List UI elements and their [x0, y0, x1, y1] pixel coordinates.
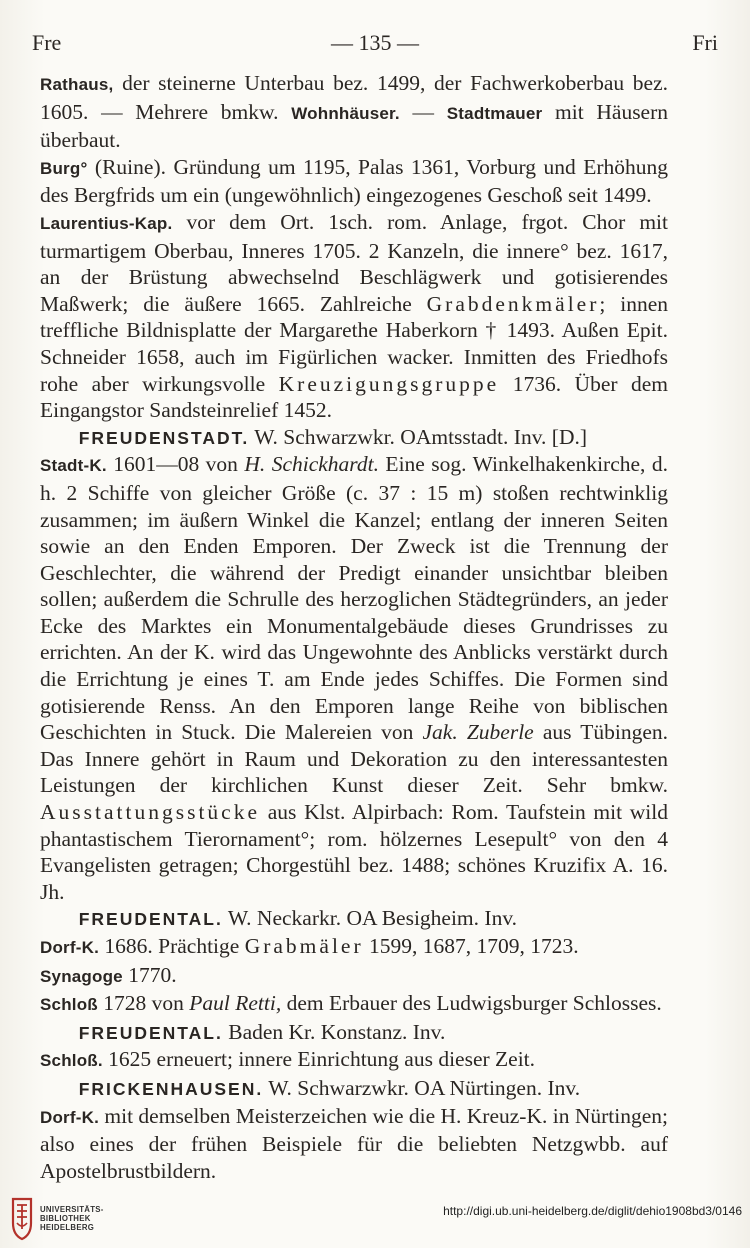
entry-schloss-baden: Schloß. 1625 erneuert; innere Einrichtung aus dieser Zeit. — [40, 1047, 536, 1072]
entry-synagoge: Synagoge 1770. — [40, 962, 177, 987]
artist-name: Jak. Zuberle — [422, 720, 534, 745]
keyword: Laurentius-Kap. — [40, 213, 173, 233]
keyword: Stadtmauer — [446, 103, 543, 123]
keyword: Wohnhäuser. — [291, 103, 400, 123]
library-name: UNIVERSITÄTS- BIBLIOTHEK HEIDELBERG — [40, 1205, 104, 1232]
keyword: Schloß — [40, 995, 98, 1015]
page-number: — 135 — — [331, 30, 419, 55]
place-name: FRICKENHAUSEN. — [78, 1078, 264, 1099]
running-head — [32, 30, 718, 56]
spaced-term: Kreuzigungsgruppe — [278, 371, 500, 396]
entry-burg: Burg° (Ruine). Gründung um 1195, Palas 1361, Vorburg und Erhöhung des Bergfrids um ein (ungewöhnlich) eingezogenes Geschoß seit 1499. — [40, 154, 668, 208]
place-name: FREUDENSTADT. — [78, 427, 250, 448]
place-name: FREUDENTAL. — [78, 1022, 223, 1043]
keyword: Rathaus, — [40, 75, 114, 94]
keyword: Synagoge — [40, 966, 123, 986]
keyword: Dorf-K. — [40, 938, 99, 957]
entry-dorf-k-frickenhausen: Dorf-K. mit demselben Meisterzeichen wie die H. Kreuz-K. in Nürtingen; also eines der frühen Beispiele für die beliebten Netzgwbb. auf Apostelbrustbildern. — [40, 1103, 668, 1183]
body-text — [40, 70, 668, 1184]
keyword: Schloß. — [40, 1051, 103, 1071]
entry-stadt-k: Stadt-K. 1601—08 von H. Schickhardt. Eine sog. Winkelhakenkirche, d. h. 2 Schiffe von gleicher Größe (c. 37 : 15 m) stoßen rechtwinklig zusammen; im äußern Winkel die Kanzel; entlang der inneren Seiten sowie an den Enden Emporen. Der Zweck ist die Trennung der Geschlechter, die während der Predigt einander unsichtbar bleiben sollen; außerdem die Schrulle des herzoglichen Städtegründers, an jeder Ecke des Marktes ein Monumentalgebäude dieses Grundrisses zu errichten. An der K. wird das Ungewohnte des Anblicks verstärkt durch die Errichtung je eines T. am Ende jedes Schiffes. Die Formen sind gotisierende Renss. An den Emporen lange Reihe von biblischen Geschichten in Stuck. Die Malereien von Jak. Zuberle aus Tübingen. Das Innere gehört in Raum und Dekoration zu den interessantesten Leistungen der kirchlichen Kunst dieser Zeit. Sehr bmkw. Ausstattungsstücke aus Klst. Alpirbach: Rom. Taufstein mit wild phantastischem Tierornament°; rom. hölzernes Lesepult° von den 4 Evangelisten getragen; Chorgestühl bez. 1488; schönes Kruzifix A. 16. Jh. — [40, 452, 669, 904]
artist-name: Paul Retti, — [189, 991, 282, 1016]
place-heading-freudenstadt: FREUDENSTADT. W. Schwarzwkr. OAmtsstadt. Inv. [D.] — [78, 424, 588, 449]
spaced-term: Grabmäler — [244, 934, 364, 958]
permalink-url[interactable]: http://digi.ub.uni-heidelberg.de/diglit/dehio1908bd3/0146 — [443, 1204, 742, 1218]
library-seal-icon — [10, 1195, 34, 1241]
keyword: Stadt-K. — [40, 456, 107, 476]
spaced-term: Ausstattungsstücke — [40, 800, 261, 825]
place-heading-frickenhausen: FRICKENHAUSEN. W. Schwarzwkr. OA Nürtingen. Inv. — [78, 1075, 581, 1100]
library-logo — [10, 1193, 170, 1243]
spaced-term: Grabdenkmäler — [426, 291, 600, 316]
artist-name: H. Schickhardt. — [244, 452, 379, 477]
entry-laurentius-kap: Laurentius-Kap. vor dem Ort. 1sch. rom. Anlage, frgot. Chor mit turmartigem Oberbau, Inneres 1705. 2 Kanzeln, die innere° bez. 1617, an der Brüstung abwechselnd Beschlägwerk und gotisierendes Maßwerk; die äußere 1665. Zahlreiche Grabdenkmäler; innen treffliche Bildnisplatte der Margarethe Haberkorn † 1493. Außen Epit. Schneider 1658, auch im Figürlichen wacker. Inmitten des Friedhofs rohe aber wirkungsvolle Kreuzigungsgruppe 1736. Über dem Eingangstor Sandsteinrelief 1452. — [40, 209, 669, 423]
header-left: Fre — [32, 30, 62, 55]
header-right: Fri — [692, 30, 718, 55]
entry-dorf-k: Dorf-K. 1686. Prächtige Grabmäler 1599, 1687, 1709, 1723. — [40, 934, 579, 958]
keyword: Burg° — [40, 158, 88, 178]
entry-schloss: Schloß 1728 von Paul Retti, dem Erbauer des Ludwigsburger Schlosses. — [40, 991, 662, 1016]
place-heading-freudental-baden: FREUDENTAL. Baden Kr. Konstanz. Inv. — [78, 1019, 446, 1044]
place-heading-freudental-w: FREUDENTAL. W. Neckarkr. OA Besigheim. Inv. — [78, 906, 518, 931]
keyword: Dorf-K. — [40, 1107, 99, 1127]
place-name: FREUDENTAL. — [78, 909, 223, 930]
entry-rathaus: Rathaus, der steinerne Unterbau bez. 1499, der Fachwerkoberbau bez. 1605. — Mehrere bmkw. Wohnhäuser. — Stadtmauer mit Häusern überbaut. — [40, 71, 669, 153]
